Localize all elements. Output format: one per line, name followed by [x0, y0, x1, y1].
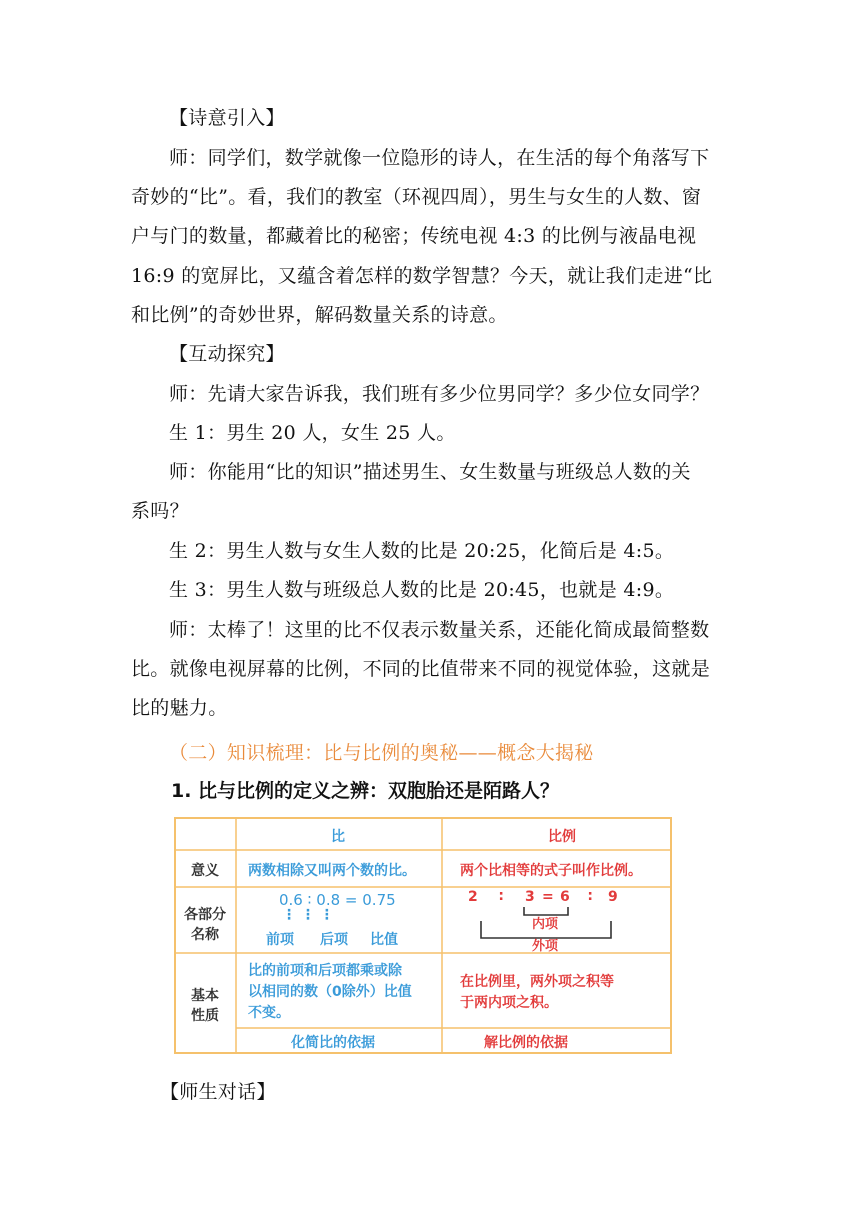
teacher-remark: 师：太棒了！这里的比不仅表示数量关系，还能化简成最简整数	[169, 619, 710, 641]
meaning-ratio: 两数相除又叫两个数的比。	[248, 863, 416, 879]
teacher-remark: 比。就像电视屏幕的比例，不同的比值带来不同的视觉体验，这就是	[131, 658, 711, 680]
prop-term: 9	[608, 889, 618, 905]
row-label-property: 基本	[191, 988, 219, 1004]
paragraph-line: 师：同学们，数学就像一位隐形的诗人，在生活的每个角落写下	[169, 147, 710, 169]
property-proportion-line: 在比例里，两外项之积等	[460, 974, 614, 990]
subtitle: 1. 比与比例的定义之辨：双胞胎还是陌路人？	[171, 780, 560, 802]
basis-proportion: 解比例的依据	[484, 1035, 568, 1051]
ratio-part-back: 后项	[320, 932, 348, 948]
property-ratio-line: 比的前项和后项都乘或除	[248, 963, 402, 979]
paragraph-line: 户与门的数量，都藏着比的秘密；传统电视 4:3 的比例与液晶电视	[131, 225, 697, 247]
prop-colon: ∶	[588, 889, 593, 905]
paragraph-line: 16:9 的宽屏比，又蕴含着怎样的数学智慧？今天，就让我们走进“比	[131, 265, 713, 287]
row-label-property: 性质	[191, 1008, 219, 1024]
comparison-table	[174, 817, 672, 1054]
header-proportion: 比例	[548, 829, 576, 845]
prop-inner-label: 内项	[532, 917, 559, 932]
prop-term: 2	[468, 889, 478, 905]
meaning-proportion: 两个比相等的式子叫作比例。	[460, 863, 642, 879]
paragraph-line: 奇妙的“比”。看，我们的教室（环视四周），男生与女生的人数、窗	[131, 186, 702, 208]
prop-equals: =	[542, 889, 554, 905]
heading-dialogue: 【师生对话】	[160, 1081, 276, 1103]
student-answer: 生 2：男生人数与女生人数的比是 20:25，化简后是 4:5。	[169, 540, 675, 562]
ratio-part-front: 前项	[266, 932, 294, 948]
basis-ratio: 化简比的依据	[291, 1035, 375, 1051]
prop-term: 3	[525, 889, 535, 905]
property-ratio-line: 以相同的数（0除外）比值	[248, 984, 412, 1000]
ratio-expression: 0.6 ∶ 0.8 = 0.75	[279, 891, 396, 909]
student-answer: 生 1：男生 20 人，女生 25 人。	[169, 422, 456, 444]
prop-colon: ∶	[499, 889, 504, 905]
paragraph-line: 和比例”的奇妙世界，解码数量关系的诗意。	[131, 304, 508, 326]
row-label-parts: 名称	[191, 927, 219, 943]
header-ratio: 比	[331, 829, 345, 845]
teacher-question: 系吗？	[131, 500, 189, 522]
student-answer: 生 3：男生人数与班级总人数的比是 20:45，也就是 4:9。	[169, 579, 675, 601]
teacher-remark: 比的魅力。	[131, 697, 228, 719]
teacher-question: 师：先请大家告诉我，我们班有多少位男同学？多少位女同学？	[169, 383, 710, 405]
ratio-part-value: 比值	[370, 932, 398, 948]
property-ratio-line: 不变。	[248, 1005, 290, 1021]
row-label-meaning: 意义	[191, 863, 219, 879]
prop-term: 6	[560, 889, 570, 905]
section-title: （二）知识梳理：比与比例的奥秘——概念大揭秘	[169, 742, 594, 764]
property-proportion-line: 于两内项之积。	[460, 995, 558, 1011]
teacher-question: 师：你能用“比的知识”描述男生、女生数量与班级总人数的关	[169, 461, 691, 483]
ratio-dots: ⋮ ⋮ ⋮	[282, 907, 334, 923]
prop-outer-label: 外项	[532, 939, 559, 954]
heading-poetic-intro: 【诗意引入】	[169, 107, 285, 129]
row-label-parts: 各部分	[184, 907, 226, 923]
heading-interactive: 【互动探究】	[169, 343, 285, 365]
